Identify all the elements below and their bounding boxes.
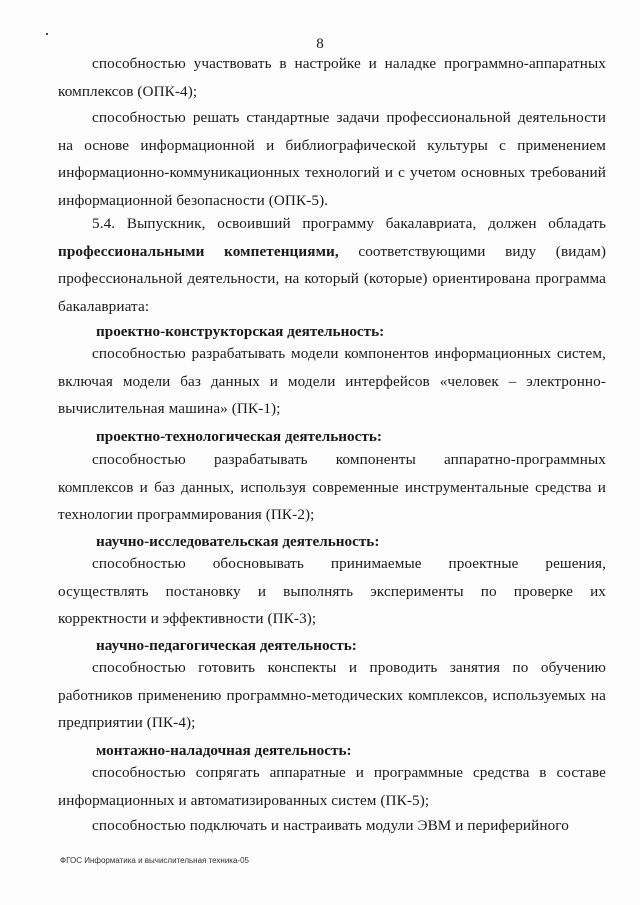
page-number: 8 (316, 36, 324, 52)
paragraph-opk4: способностью участвовать в настройке и наладке программно-аппаратных комплексов (ОПК-4); (58, 55, 606, 100)
heading-installation: монтажно-наладочная деятельность: (96, 742, 352, 759)
heading-research: научно-исследовательская деятельность: (96, 533, 380, 550)
footer-text: ФГОС Информатика и вычислительная техника-05 (60, 856, 249, 865)
paragraph-pk1: способностью разрабатывать модели компонентов информационных систем, включая модели баз данных и модели интерфейсов «человек – электронно-вычислительная машина» (ПК-1); (58, 345, 606, 418)
paragraph-pk5: способностью сопрягать аппаратные и программные средства в составе информационных и автоматизированных систем (ПК-5); (58, 764, 606, 809)
paragraph-opk5: способностью решать стандартные задачи профессиональной деятельности на основе информационной и библиографической культуры с применением информационно-коммуникационных технологий и с учетом основных требований информационной безопасности (ОПК-5). (58, 109, 606, 209)
scan-speck (46, 33, 48, 35)
heading-design-construct: проектно-конструкторская деятельность: (96, 323, 385, 340)
paragraph-pk2: способностью разрабатывать компоненты аппаратно-программных комплексов и баз данных, используя современные инструментальные средства и технологии программирования (ПК-2); (58, 451, 606, 524)
heading-design-tech: проектно-технологическая деятельность: (96, 428, 382, 445)
paragraph-pk6-partial: способностью подключать и настраивать модули ЭВМ и периферийного (92, 817, 569, 834)
paragraph-pk3: способностью обосновывать принимаемые проектные решения, осуществлять постановку и выполнять эксперименты по проверке их корректности и эффективности (ПК-3); (58, 555, 606, 628)
heading-pedagogical: научно-педагогическая деятельность: (96, 637, 357, 654)
paragraph-section-5-4 (58, 210, 606, 320)
paragraph-pk4: способностью готовить конспекты и проводить занятия по обучению работников применению программно-методических комплексов, используемых на предприятии (ПК-4); (58, 659, 606, 732)
section-intro-text-end: соответствующими виду (видам) профессиональной деятельности, на который (которые) ориентирована программа бакалавриата: (58, 242, 606, 315)
section-intro-bold: профессиональными компетенциями, (58, 242, 339, 260)
section-intro-text: 5.4. Выпускник, освоивший программу бакалавриата, должен обладать (92, 215, 606, 232)
